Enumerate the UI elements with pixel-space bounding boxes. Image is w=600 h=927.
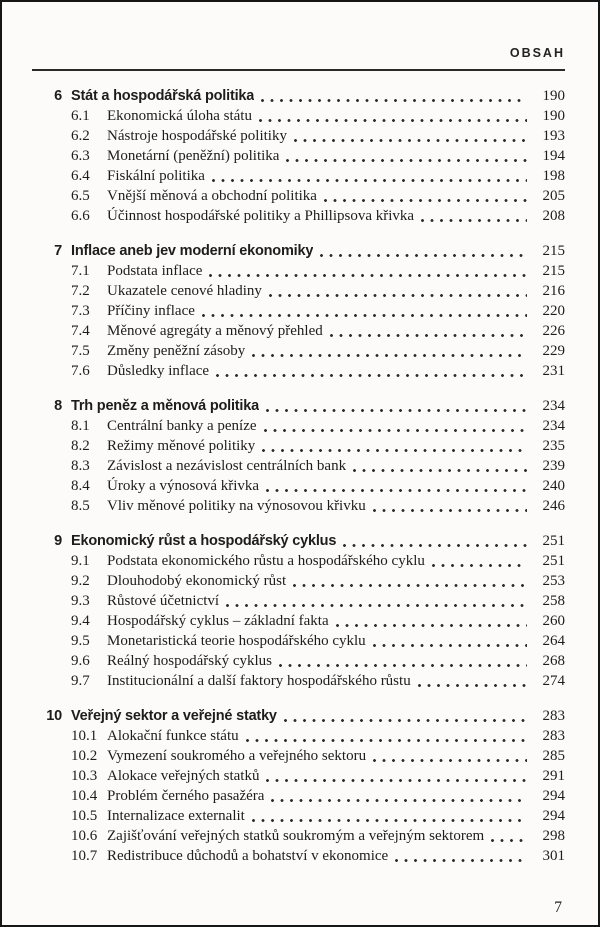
chapter-title: Inflace aneb jev moderní ekonomiky xyxy=(71,243,314,259)
toc-section-row xyxy=(32,591,565,611)
toc-section-row xyxy=(32,826,565,846)
section-number: 9.1 xyxy=(71,553,90,569)
section-number: 7.4 xyxy=(71,323,90,339)
toc-section-row xyxy=(32,206,565,226)
chapter-page: 190 xyxy=(542,88,565,104)
dot-leader xyxy=(346,456,531,476)
section-page: 194 xyxy=(542,148,565,164)
section-number: 7.3 xyxy=(71,303,90,319)
header-title: OBSAH xyxy=(509,46,565,60)
toc-section-row xyxy=(32,456,565,476)
toc-section-row xyxy=(32,301,565,321)
section-page: 193 xyxy=(542,128,565,144)
section-page: 234 xyxy=(542,418,565,434)
section-page: 190 xyxy=(542,108,565,124)
section-number: 6.4 xyxy=(71,168,90,184)
section-page: 216 xyxy=(542,283,565,299)
section-page: 235 xyxy=(542,438,565,454)
section-title: Centrální banky a peníze xyxy=(107,418,257,434)
dot-leader xyxy=(239,726,531,746)
section-number: 10.1 xyxy=(71,728,98,744)
toc-section-row xyxy=(32,321,565,341)
section-number: 6.3 xyxy=(71,148,90,164)
dot-leader xyxy=(484,826,531,846)
section-number: 8.5 xyxy=(71,498,90,514)
section-number: 9.3 xyxy=(71,593,90,609)
toc-sections xyxy=(32,551,565,691)
chapter-number: 9 xyxy=(54,533,62,549)
section-title: Úroky a výnosová křivka xyxy=(107,478,260,494)
section-title: Důsledky inflace xyxy=(107,363,210,379)
chapter-title: Trh peněz a měnová politika xyxy=(71,398,259,414)
section-page: 291 xyxy=(542,768,565,784)
section-number: 8.1 xyxy=(71,418,90,434)
dot-leader xyxy=(245,341,531,361)
toc-section-row xyxy=(32,611,565,631)
section-page: 226 xyxy=(542,323,565,339)
chapter-title: Ekonomický růst a hospodářský cyklus xyxy=(71,533,337,549)
chapter-title: Veřejný sektor a veřejné statky xyxy=(71,708,277,724)
toc-chapter xyxy=(32,241,565,381)
section-number: 10.7 xyxy=(71,848,98,864)
chapter-number: 10 xyxy=(46,708,62,724)
toc-chapter-row xyxy=(32,531,565,551)
dot-leader xyxy=(264,786,531,806)
section-number: 7.6 xyxy=(71,363,90,379)
dot-leader xyxy=(366,631,531,651)
dot-leader xyxy=(259,396,531,416)
toc-chapter xyxy=(32,531,565,691)
section-number: 9.5 xyxy=(71,633,90,649)
toc-section-row xyxy=(32,186,565,206)
section-page: 298 xyxy=(542,828,565,844)
dot-leader xyxy=(202,261,531,281)
section-title: Alokace veřejných statků xyxy=(107,768,260,784)
section-title: Internalizace externalit xyxy=(107,808,245,824)
dot-leader xyxy=(272,651,531,671)
section-page: 231 xyxy=(542,363,565,379)
section-number: 6.5 xyxy=(71,188,90,204)
toc-chapter xyxy=(32,706,565,866)
section-title: Zajišťování veřejných statků soukromým a veřejným sektorem xyxy=(107,828,485,844)
section-number: 10.4 xyxy=(71,788,98,804)
section-title: Podstata ekonomického růstu a hospodářského cyklu xyxy=(107,553,425,569)
section-page: 239 xyxy=(542,458,565,474)
toc-chapter-row xyxy=(32,86,565,106)
section-title: Nástroje hospodářské politiky xyxy=(107,128,287,144)
section-page: 229 xyxy=(542,343,565,359)
dot-leader xyxy=(254,86,531,106)
dot-leader xyxy=(252,106,531,126)
section-title: Ekonomická úloha státu xyxy=(107,108,252,124)
toc-section-row xyxy=(32,786,565,806)
chapter-page: 251 xyxy=(542,533,565,549)
section-number: 10.2 xyxy=(71,748,98,764)
dot-leader xyxy=(329,611,531,631)
dot-leader xyxy=(287,126,531,146)
section-number: 9.6 xyxy=(71,653,90,669)
dot-leader xyxy=(195,301,531,321)
section-title: Režimy měnové politiky xyxy=(107,438,256,454)
dot-leader xyxy=(279,146,531,166)
toc-section-row xyxy=(32,341,565,361)
section-page: 283 xyxy=(542,728,565,744)
toc-section-row xyxy=(32,476,565,496)
toc-section-row xyxy=(32,146,565,166)
toc-section-row xyxy=(32,746,565,766)
dot-leader xyxy=(366,496,531,516)
toc-sections xyxy=(32,106,565,226)
dot-leader xyxy=(366,746,531,766)
section-title: Alokační funkce státu xyxy=(107,728,239,744)
toc-section-row xyxy=(32,631,565,651)
section-title: Redistribuce důchodů a bohatství v ekonomice xyxy=(107,848,389,864)
header-rule xyxy=(32,69,565,71)
section-number: 6.6 xyxy=(71,208,90,224)
section-title: Monetaristická teorie hospodářského cyklu xyxy=(107,633,366,649)
section-title: Problém černého pasažéra xyxy=(107,788,265,804)
section-page: 205 xyxy=(542,188,565,204)
section-number: 8.2 xyxy=(71,438,90,454)
section-page: 198 xyxy=(542,168,565,184)
toc-section-row xyxy=(32,166,565,186)
dot-leader xyxy=(277,706,531,726)
section-title: Reálný hospodářský cyklus xyxy=(107,653,272,669)
toc-sections xyxy=(32,416,565,516)
toc-section-row xyxy=(32,766,565,786)
section-page: 264 xyxy=(542,633,565,649)
toc-section-row xyxy=(32,126,565,146)
section-title: Závislost a nezávislost centrálních bank xyxy=(107,458,347,474)
section-page: 301 xyxy=(542,848,565,864)
section-page: 285 xyxy=(542,748,565,764)
section-title: Změny peněžní zásoby xyxy=(107,343,246,359)
section-number: 7.2 xyxy=(71,283,90,299)
section-page: 258 xyxy=(542,593,565,609)
dot-leader xyxy=(205,166,531,186)
section-page: 294 xyxy=(542,788,565,804)
section-page: 208 xyxy=(542,208,565,224)
chapter-page: 234 xyxy=(542,398,565,414)
toc-section-row xyxy=(32,846,565,866)
section-title: Institucionální a další faktory hospodářského růstu xyxy=(107,673,411,689)
section-title: Monetární (peněžní) politika xyxy=(107,148,280,164)
toc-section-row xyxy=(32,416,565,436)
toc-section-row xyxy=(32,361,565,381)
dot-leader xyxy=(414,206,531,226)
dot-leader xyxy=(255,436,531,456)
toc-section-row xyxy=(32,436,565,456)
section-page: 294 xyxy=(542,808,565,824)
section-page: 268 xyxy=(542,653,565,669)
section-number: 9.7 xyxy=(71,673,90,689)
page-number: 7 xyxy=(554,899,562,916)
toc-section-row xyxy=(32,496,565,516)
section-number: 8.3 xyxy=(71,458,90,474)
toc-sections xyxy=(32,261,565,381)
toc-section-row xyxy=(32,261,565,281)
section-number: 6.1 xyxy=(71,108,90,124)
toc-section-row xyxy=(32,726,565,746)
dot-leader xyxy=(257,416,531,436)
dot-leader xyxy=(411,671,531,691)
dot-leader xyxy=(262,281,531,301)
section-number: 9.2 xyxy=(71,573,90,589)
section-number: 10.5 xyxy=(71,808,98,824)
dot-leader xyxy=(425,551,531,571)
dot-leader xyxy=(313,241,531,261)
dot-leader xyxy=(219,591,531,611)
chapter-page: 215 xyxy=(542,243,565,259)
section-page: 251 xyxy=(542,553,565,569)
page-header xyxy=(32,44,565,62)
chapter-number: 7 xyxy=(54,243,62,259)
section-title: Vymezení soukromého a veřejného sektoru xyxy=(107,748,367,764)
toc-section-row xyxy=(32,106,565,126)
chapter-number: 8 xyxy=(54,398,62,414)
toc-chapter xyxy=(32,86,565,226)
toc-chapter-row xyxy=(32,241,565,261)
section-title: Účinnost hospodářské politiky a Phillipsova křivka xyxy=(107,208,415,224)
section-title: Dlouhodobý ekonomický růst xyxy=(107,573,287,589)
section-page: 240 xyxy=(542,478,565,494)
section-page: 253 xyxy=(542,573,565,589)
section-title: Příčiny inflace xyxy=(107,303,195,319)
section-title: Ukazatele cenové hladiny xyxy=(107,283,262,299)
dot-leader xyxy=(259,766,531,786)
toc-section-row xyxy=(32,651,565,671)
toc-section-row xyxy=(32,281,565,301)
section-number: 6.2 xyxy=(71,128,90,144)
section-title: Fiskální politika xyxy=(107,168,205,184)
toc-section-row xyxy=(32,571,565,591)
chapter-number: 6 xyxy=(54,88,62,104)
section-number: 10.6 xyxy=(71,828,98,844)
section-page: 260 xyxy=(542,613,565,629)
toc-sections xyxy=(32,726,565,866)
dot-leader xyxy=(323,321,531,341)
section-page: 220 xyxy=(542,303,565,319)
section-title: Vliv měnové politiky na výnosovou křivku xyxy=(107,498,366,514)
chapter-title: Stát a hospodářská politika xyxy=(71,88,255,104)
toc-chapter-row xyxy=(32,396,565,416)
toc-list xyxy=(32,86,565,866)
toc-chapter xyxy=(32,396,565,516)
section-number: 10.3 xyxy=(71,768,98,784)
section-title: Vnější měnová a obchodní politika xyxy=(107,188,317,204)
chapter-page: 283 xyxy=(542,708,565,724)
section-page: 215 xyxy=(542,263,565,279)
section-page: 274 xyxy=(542,673,565,689)
dot-leader xyxy=(336,531,531,551)
section-number: 9.4 xyxy=(71,613,90,629)
dot-leader xyxy=(245,806,531,826)
section-page: 246 xyxy=(542,498,565,514)
section-number: 7.1 xyxy=(71,263,90,279)
section-number: 7.5 xyxy=(71,343,90,359)
dot-leader xyxy=(286,571,531,591)
section-title: Měnové agregáty a měnový přehled xyxy=(107,323,323,339)
section-title: Podstata inflace xyxy=(107,263,203,279)
dot-leader xyxy=(259,476,531,496)
toc-chapter-row xyxy=(32,706,565,726)
toc-section-row xyxy=(32,806,565,826)
dot-leader xyxy=(209,361,531,381)
section-number: 8.4 xyxy=(71,478,90,494)
toc-section-row xyxy=(32,551,565,571)
section-title: Růstové účetnictví xyxy=(107,593,220,609)
section-title: Hospodářský cyklus – základní fakta xyxy=(107,613,329,629)
toc-section-row xyxy=(32,671,565,691)
dot-leader xyxy=(388,846,531,866)
dot-leader xyxy=(317,186,531,206)
